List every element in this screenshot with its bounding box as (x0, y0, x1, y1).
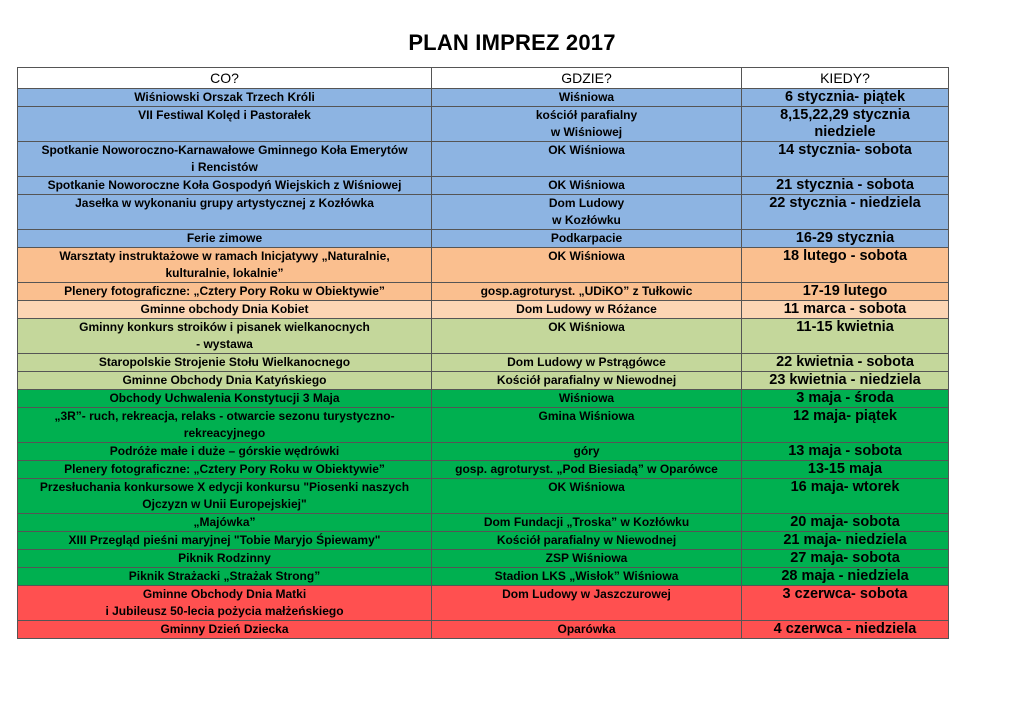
event-date-cell: 12 maja- piątek (742, 408, 949, 443)
event-date-cell: 28 maja - niedziela (742, 568, 949, 586)
event-date-cell: 18 lutego - sobota (742, 248, 949, 283)
event-place-cell: ZSP Wiśniowa (432, 550, 742, 568)
table-row (18, 514, 949, 532)
event-name-cell: Spotkanie Noworoczne Koła Gospodyń Wiejskich z Wiśniowej (18, 177, 432, 195)
table-row (18, 408, 949, 443)
event-name-cell: Przesłuchania konkursowe X edycji konkursu "Piosenki naszych Ojczyzn w Unii Europejskiej" (18, 479, 432, 514)
event-date-cell: 3 maja - środa (742, 390, 949, 408)
event-place-cell: Dom Ludowy w Jaszczurowej (432, 586, 742, 621)
table-row (18, 532, 949, 550)
event-place-cell: Kościół parafialny w Niewodnej (432, 532, 742, 550)
event-name-cell: „3R”- ruch, rekreacja, relaks - otwarcie sezonu turystyczno- rekreacyjnego (18, 408, 432, 443)
event-name-cell: Plenery fotograficzne: „Cztery Pory Roku w Obiektywie” (18, 461, 432, 479)
event-date-cell: 22 kwietnia - sobota (742, 354, 949, 372)
event-date-cell: 17-19 lutego (742, 283, 949, 301)
event-place-cell: góry (432, 443, 742, 461)
event-name-cell: Gminne Obchody Dnia Matki i Jubileusz 50-lecia pożycia małżeńskiego (18, 586, 432, 621)
event-name-cell: „Majówka” (18, 514, 432, 532)
table-header-row (18, 68, 949, 89)
event-date-cell: 4 czerwca - niedziela (742, 621, 949, 639)
event-place-cell: OK Wiśniowa (432, 479, 742, 514)
event-place-cell: gosp.agroturyst. „UDiKO” z Tułkowic (432, 283, 742, 301)
table-row (18, 248, 949, 283)
event-place-cell: OK Wiśniowa (432, 319, 742, 354)
event-name-cell: Warsztaty instruktażowe w ramach Inicjatywy „Naturalnie, kulturalnie, lokalnie” (18, 248, 432, 283)
event-name-cell: Spotkanie Noworoczno-Karnawałowe Gminnego Koła Emerytów i Rencistów (18, 142, 432, 177)
event-date-cell: 21 stycznia - sobota (742, 177, 949, 195)
event-place-cell: Podkarpacie (432, 230, 742, 248)
table-row (18, 230, 949, 248)
event-place-cell: Dom Ludowy w Kozłówku (432, 195, 742, 230)
table-row (18, 107, 949, 142)
events-table (17, 67, 949, 639)
event-place-cell: Kościół parafialny w Niewodnej (432, 372, 742, 390)
event-name-cell: Obchody Uchwalenia Konstytucji 3 Maja (18, 390, 432, 408)
event-place-cell: OK Wiśniowa (432, 248, 742, 283)
table-row (18, 195, 949, 230)
event-name-cell: Jasełka w wykonaniu grupy artystycznej z Kozłówka (18, 195, 432, 230)
column-header-what: CO? (18, 68, 432, 89)
event-date-cell: 11 marca - sobota (742, 301, 949, 319)
column-header-where: GDZIE? (432, 68, 742, 89)
event-name-cell: Gminne Obchody Dnia Katyńskiego (18, 372, 432, 390)
event-place-cell: OK Wiśniowa (432, 177, 742, 195)
event-date-cell: 13-15 maja (742, 461, 949, 479)
event-place-cell: Dom Fundacji „Troska” w Kozłówku (432, 514, 742, 532)
event-name-cell: XIII Przegląd pieśni maryjnej "Tobie Maryjo Śpiewamy" (18, 532, 432, 550)
event-place-cell: Gmina Wiśniowa (432, 408, 742, 443)
event-date-cell: 3 czerwca- sobota (742, 586, 949, 621)
event-date-cell: 27 maja- sobota (742, 550, 949, 568)
event-name-cell: Gminny Dzień Dziecka (18, 621, 432, 639)
table-row (18, 550, 949, 568)
event-date-cell: 20 maja- sobota (742, 514, 949, 532)
event-place-cell: Dom Ludowy w Pstrągówce (432, 354, 742, 372)
event-name-cell: Staropolskie Strojenie Stołu Wielkanocnego (18, 354, 432, 372)
event-date-cell: 11-15 kwietnia (742, 319, 949, 354)
event-date-cell: 23 kwietnia - niedziela (742, 372, 949, 390)
event-date-cell: 22 stycznia - niedziela (742, 195, 949, 230)
event-date-cell: 16 maja- wtorek (742, 479, 949, 514)
event-date-cell: 8,15,22,29 stycznia niedziele (742, 107, 949, 142)
table-row (18, 354, 949, 372)
event-place-cell: Wiśniowa (432, 89, 742, 107)
table-row (18, 283, 949, 301)
event-name-cell: Piknik Strażacki „Strażak Strong” (18, 568, 432, 586)
event-name-cell: Gminne obchody Dnia Kobiet (18, 301, 432, 319)
table-row (18, 89, 949, 107)
table-row (18, 461, 949, 479)
table-row (18, 319, 949, 354)
table-row (18, 443, 949, 461)
event-place-cell: Dom Ludowy w Różance (432, 301, 742, 319)
table-row (18, 568, 949, 586)
table-row (18, 390, 949, 408)
event-place-cell: Stadion LKS „Wisłok” Wiśniowa (432, 568, 742, 586)
event-date-cell: 6 stycznia- piątek (742, 89, 949, 107)
event-name-cell: Gminny konkurs stroików i pisanek wielkanocnych - wystawa (18, 319, 432, 354)
event-place-cell: gosp. agroturyst. „Pod Biesiadą” w Oparówce (432, 461, 742, 479)
event-date-cell: 21 maja- niedziela (742, 532, 949, 550)
table-body (18, 89, 949, 639)
event-name-cell: Ferie zimowe (18, 230, 432, 248)
event-name-cell: Plenery fotograficzne: „Cztery Pory Roku w Obiektywie” (18, 283, 432, 301)
table-row (18, 479, 949, 514)
table-row (18, 586, 949, 621)
table-row (18, 177, 949, 195)
event-name-cell: VII Festiwal Kolęd i Pastorałek (18, 107, 432, 142)
table-row (18, 301, 949, 319)
event-name-cell: Wiśniowski Orszak Trzech Króli (18, 89, 432, 107)
event-name-cell: Podróże małe i duże – górskie wędrówki (18, 443, 432, 461)
event-place-cell: Oparówka (432, 621, 742, 639)
event-date-cell: 14 stycznia- sobota (742, 142, 949, 177)
column-header-when: KIEDY? (742, 68, 949, 89)
table-row (18, 621, 949, 639)
event-place-cell: OK Wiśniowa (432, 142, 742, 177)
event-place-cell: Wiśniowa (432, 390, 742, 408)
event-date-cell: 16-29 stycznia (742, 230, 949, 248)
page-title: PLAN IMPREZ 2017 (408, 30, 616, 55)
event-place-cell: kościół parafialny w Wiśniowej (432, 107, 742, 142)
event-name-cell: Piknik Rodzinny (18, 550, 432, 568)
table-row (18, 372, 949, 390)
event-date-cell: 13 maja - sobota (742, 443, 949, 461)
table-row (18, 142, 949, 177)
